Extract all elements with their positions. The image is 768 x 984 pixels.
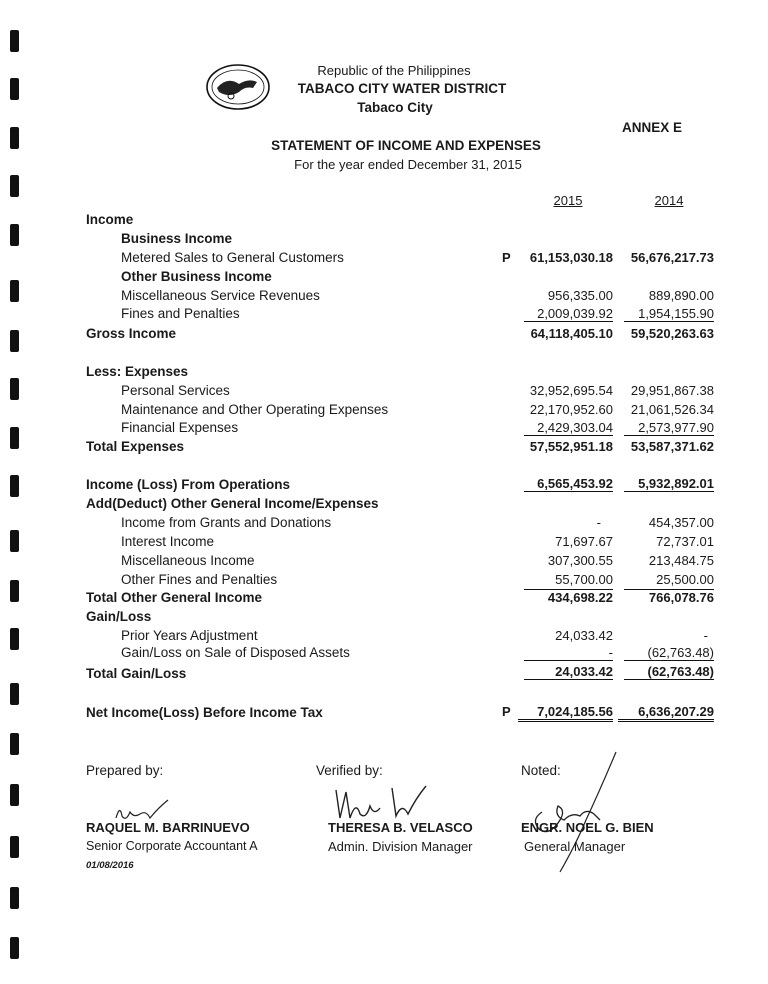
- section-less-expenses: Less: Expenses: [86, 364, 189, 379]
- value-2014: 213,484.75: [648, 553, 714, 568]
- value-2014: -: [703, 628, 708, 643]
- prepared-by-label: Prepared by:: [86, 763, 164, 778]
- currency-symbol: P: [502, 704, 511, 719]
- value-2014: 53,587,371.62: [630, 439, 714, 454]
- row-label: Gain/Loss on Sale of Disposed Assets: [121, 645, 350, 660]
- row-label-total: Total Other General Income: [86, 590, 263, 605]
- punch-hole: [10, 530, 19, 552]
- value-2014: 454,357.00: [648, 515, 714, 530]
- republic-text: Republic of the Philippines: [317, 63, 471, 78]
- value-2015: 7,024,185.56: [518, 704, 613, 722]
- value-2015: 24,033.42: [524, 664, 613, 680]
- row-label: Metered Sales to General Customers: [121, 250, 344, 265]
- value-2014: 72,737.01: [656, 534, 714, 549]
- prepared-by-title: Senior Corporate Accountant A: [86, 839, 258, 853]
- noted-by-label: Noted:: [521, 763, 561, 778]
- value-2015: 61,153,030.18: [529, 250, 613, 265]
- punch-hole: [10, 280, 19, 302]
- row-label-total: Gross Income: [86, 326, 177, 341]
- value-2014: 59,520,263.63: [630, 326, 714, 341]
- value-2014: 1,954,155.90: [624, 306, 714, 322]
- value-2015: -: [524, 645, 613, 661]
- punch-hole: [10, 580, 19, 602]
- value-2015: 71,697.67: [555, 534, 613, 549]
- punch-hole: [10, 175, 19, 197]
- row-label: Other Fines and Penalties: [121, 572, 278, 587]
- punch-hole: [10, 378, 19, 400]
- row-label: Miscellaneous Service Revenues: [121, 288, 320, 303]
- value-2015: 24,033.42: [555, 628, 613, 643]
- value-2014: 25,500.00: [656, 572, 714, 587]
- value-2015: 2,009,039.92: [524, 306, 613, 322]
- row-label: Personal Services: [121, 383, 230, 398]
- punch-hole: [10, 628, 19, 650]
- value-2014: (62,763.48): [624, 664, 714, 680]
- punch-hole: [10, 887, 19, 909]
- row-label: Maintenance and Other Operating Expenses: [121, 402, 389, 417]
- section-gain-loss: Gain/Loss: [86, 609, 152, 624]
- punch-hole: [10, 937, 19, 959]
- value-2014: 21,061,526.34: [630, 402, 714, 417]
- noted-by-name: ENGR. NOEL G. BIEN: [521, 820, 654, 835]
- value-2015: 6,565,453.92: [524, 476, 613, 492]
- punch-hole: [10, 733, 19, 755]
- row-label: Fines and Penalties: [121, 306, 240, 321]
- row-label-total: Total Gain/Loss: [86, 666, 187, 681]
- punch-hole: [10, 683, 19, 705]
- punch-hole: [10, 224, 19, 246]
- row-label-total: Total Expenses: [86, 439, 185, 454]
- district-name: TABACO CITY WATER DISTRICT: [297, 81, 507, 96]
- value-2015: 2,429,303.04: [524, 420, 613, 436]
- signature-noted: [520, 750, 630, 880]
- city-name: Tabaco City: [357, 100, 433, 115]
- value-2015: 22,170,952.60: [529, 402, 613, 417]
- value-2015: 434,698.22: [524, 589, 613, 605]
- row-label: Income from Grants and Donations: [121, 515, 332, 530]
- prepared-by-name: RAQUEL M. BARRINUEVO: [86, 820, 250, 835]
- col-2014-header: 2014: [654, 193, 684, 208]
- verified-by-label: Verified by:: [316, 763, 383, 778]
- value-2014: 29,951,867.38: [630, 383, 714, 398]
- row-label-total: Net Income(Loss) Before Income Tax: [86, 705, 323, 720]
- value-2014: 2,573,977.90: [624, 420, 714, 436]
- value-2015: -: [596, 515, 601, 530]
- col-2015-header: 2015: [553, 193, 583, 208]
- row-label: Prior Years Adjustment: [121, 628, 258, 643]
- punch-hole: [10, 30, 19, 52]
- row-label: Miscellaneous Income: [121, 553, 255, 568]
- value-2014: 766,078.76: [624, 589, 714, 605]
- punch-hole: [10, 475, 19, 497]
- row-label: Interest Income: [121, 534, 215, 549]
- section-add-deduct: Add(Deduct) Other General Income/Expenses: [86, 496, 379, 511]
- noted-by-title: General Manager: [524, 839, 626, 854]
- value-2014: 5,932,892.01: [624, 476, 714, 492]
- punch-hole: [10, 784, 19, 806]
- annex-label: ANNEX E: [622, 120, 683, 135]
- value-2014: 6,636,207.29: [618, 704, 714, 722]
- currency-symbol: P: [502, 250, 511, 265]
- punch-hole: [10, 330, 19, 352]
- value-2014: (62,763.48): [624, 645, 714, 661]
- verified-by-name: THERESA B. VELASCO: [328, 820, 473, 835]
- section-income: Income: [86, 212, 134, 227]
- section-other-business-income: Other Business Income: [121, 269, 272, 284]
- section-business-income: Business Income: [121, 231, 233, 246]
- value-2015: 64,118,405.10: [530, 326, 613, 341]
- value-2015: 32,952,695.54: [529, 383, 613, 398]
- value-2015: 57,552,951.18: [529, 439, 613, 454]
- value-2015: 956,335.00: [547, 288, 613, 303]
- value-2015: 55,700.00: [555, 572, 613, 587]
- statement-period: For the year ended December 31, 2015: [294, 157, 522, 172]
- verified-by-title: Admin. Division Manager: [328, 839, 473, 854]
- punch-hole: [10, 427, 19, 449]
- value-2014: 889,890.00: [648, 288, 714, 303]
- row-label: Financial Expenses: [121, 420, 239, 435]
- value-2015: 307,300.55: [547, 553, 613, 568]
- row-label-total: Income (Loss) From Operations: [86, 477, 291, 492]
- value-2014: 56,676,217.73: [630, 250, 714, 265]
- statement-title: STATEMENT OF INCOME AND EXPENSES: [271, 138, 541, 153]
- punch-hole: [10, 836, 19, 858]
- prepared-date: 01/08/2016: [86, 860, 134, 871]
